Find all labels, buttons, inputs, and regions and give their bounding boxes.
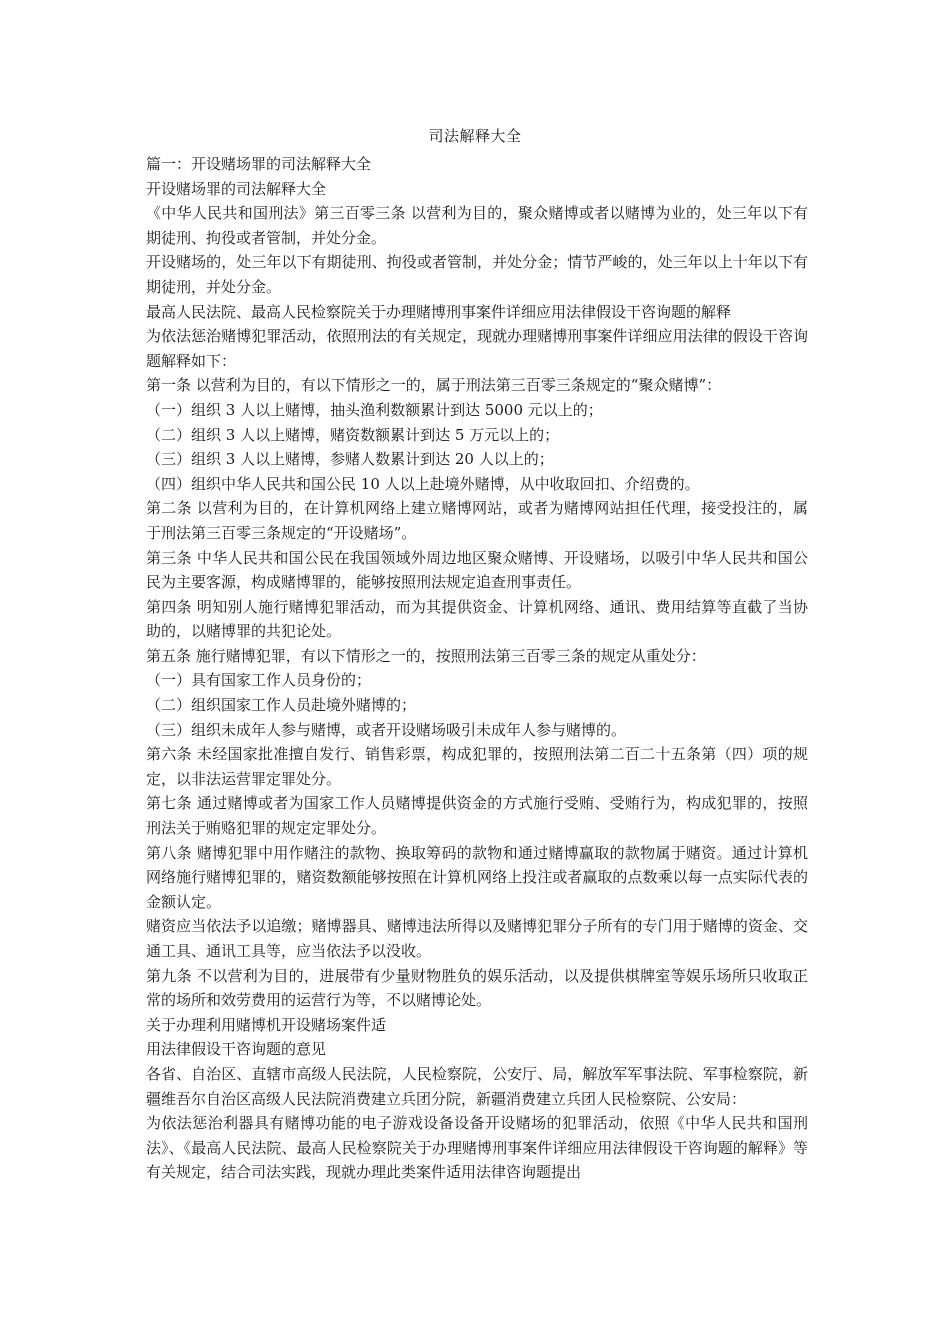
document-paragraph: 篇一：开设赌场罪的司法解释大全 [146,155,372,173]
document-paragraph: 第六条 未经国家批准擅自发行、销售彩票，构成犯罪的，按照刑法第二百二十五条第（四）项的规定，以非法运营罪定罪处分。 [146,745,808,788]
document-paragraph: 开设赌场罪的司法解释大全 [146,179,327,198]
document-paragraph: 第三条 中华人民共和国公民在我国领域外周边地区聚众赌博、开设赌场，以吸引中华人民共和国公民为主要客源，构成赌博罪的，能够按照刑法规定追查刑事责任。 [146,548,808,592]
document-paragraph: 第九条 不以营利为目的，进展带有少量财物胜负的娱乐活动，以及提供棋牌室等娱乐场所只收取正常的场所和效劳费用的运营行为等，不以赌博论处。 [146,966,808,1010]
document-paragraph: （三）组织未成年人参与赌博，或者开设赌场吸引未成年人参与赌博的。 [146,720,627,739]
document-paragraph: 为依法惩治赌博犯罪活动，依照刑法的有关规定，现就办理赌博刑事案件详细应用法律的假设干咨询题解释如下： [146,327,808,370]
document-body [146,152,808,1185]
document-paragraph: 赌资应当依法予以追缴；赌博器具、赌博违法所得以及赌博犯罪分子所有的专门用于赌博的资金、交通工具、通讯工具等，应当依法予以没收。 [146,917,808,960]
document-paragraph: 关于办理利用赌博机开设赌场案件适 [146,1015,387,1034]
document-paragraph: 为依法惩治利器具有赌博功能的电子游戏设备设备开设赌场的犯罪活动，依照《中华人民共和国刑法》、《最高人民法院、最高人民检察院关于办理赌博刑事案件详细应用法律假设干咨询题的解释》等有关规定，结合司法实践，现就办理此类案件适用法律咨询题提出 [146,1114,808,1182]
document-paragraph: 各省、自治区、直辖市高级人民法院，人民检察院，公安厅、局，解放军军事法院、军事检察院，新疆维吾尔自治区高级人民法院消费建立兵团分院，新疆消费建立兵团人民检察院、公安局： [146,1064,808,1108]
document-paragraph: 第四条 明知别人施行赌博犯罪活动，而为其提供资金、计算机网络、通讯、费用结算等直截了当协助的，以赌博罪的共犯论处。 [146,597,808,641]
document-paragraph: 第五条 施行赌博犯罪，有以下情形之一的，按照刑法第三百零三条的规定从重处分： [146,646,706,665]
document-paragraph: 《中华人民共和国刑法》第三百零三条 以营利为目的，聚众赌博或者以赌博为业的，处三年以下有期徒刑、拘役或者管制，并处分金。 [146,204,808,247]
document-paragraph: 用法律假设干咨询题的意见 [146,1040,327,1059]
document-paragraph: （四）组织中华人民共和国公民 10 人以上赴境外赌博，从中收取回扣、介绍费的。 [146,474,700,493]
document-paragraph: 开设赌场的，处三年以下有期徒刑、拘役或者管制，并处分金；情节严峻的，处三年以上十年以下有期徒刑，并处分金。 [146,253,808,296]
document-paragraph: 第七条 通过赌博或者为国家工作人员赌博提供资金的方式施行受贿、受贿行为，构成犯罪的，按照刑法关于贿赂犯罪的规定定罪处分。 [146,794,808,838]
document-paragraph: （一）组织 3 人以上赌博，抽头渔利数额累计到达 5000 元以上的； [146,400,603,419]
document-paragraph: （一）具有国家工作人员身份的； [146,671,372,690]
document-paragraph: 第一条 以营利为目的，有以下情形之一的，属于刑法第三百零三条规定的“聚众赌博”： [146,376,722,395]
document-paragraph: （三）组织 3 人以上赌博，参赌人数累计到达 20 人以上的； [146,450,554,469]
document-paragraph: 第八条 赌博犯罪中用作赌注的款物、换取筹码的款物和通过赌博赢取的款物属于赌资。通过计算机网络施行赌博犯罪的，赌资数额能够按照在计算机网络上投注或者赢取的点数乘以每一点实际代表的金额认定。 [146,843,808,911]
document-paragraph: 第二条 以营利为目的，在计算机网络上建立赌博网站，或者为赌博网站担任代理，接受投注的，属于刑法第三百零三条规定的“开设赌场”。 [146,499,808,542]
document-paragraph: （二）组织国家工作人员赴境外赌博的； [146,696,417,715]
document-paragraph: 最高人民法院、最高人民检察院关于办理赌博刑事案件详细应用法律假设干咨询题的解释 [146,302,732,321]
document-title: 司法解释大全 [428,127,522,145]
document-paragraph: （二）组织 3 人以上赌博，赌资数额累计到达 5 万元以上的； [146,425,560,444]
